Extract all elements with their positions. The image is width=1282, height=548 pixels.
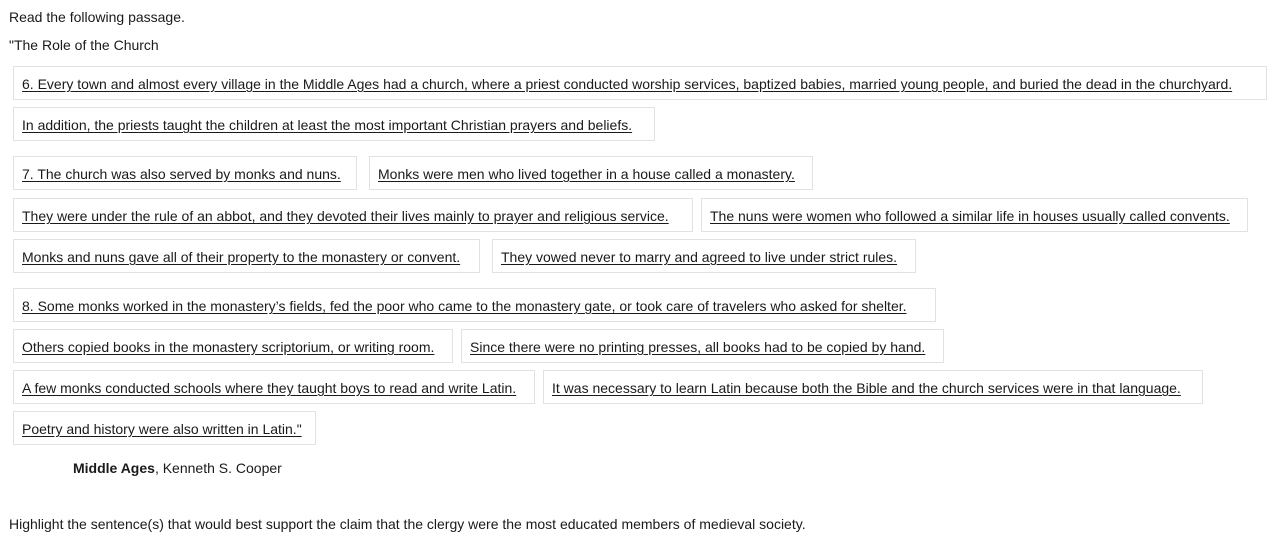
- sentence-text: It was necessary to learn Latin because both the Bible and the church services were in that language.: [552, 380, 1181, 396]
- sentence-option[interactable]: [13, 370, 535, 404]
- citation-book-title: Middle Ages: [73, 460, 155, 476]
- sentence-option[interactable]: [13, 288, 936, 322]
- citation-author: , Kenneth S. Cooper: [154, 460, 282, 476]
- sentence-text: The nuns were women who followed a similar life in houses usually called convents.: [710, 208, 1230, 224]
- question-prompt: Highlight the sentence(s) that would best support the claim that the clergy were the most educated members of medieval society.: [9, 516, 806, 532]
- citation: [73, 460, 282, 476]
- sentence-option[interactable]: [492, 239, 916, 273]
- sentence-text: Monks were men who lived together in a house called a monastery.: [378, 166, 795, 182]
- sentence-option[interactable]: [13, 156, 357, 190]
- sentence-text: A few monks conducted schools where they taught boys to read and write Latin.: [22, 380, 517, 396]
- sentence-option[interactable]: [13, 107, 655, 141]
- sentence-text: 8. Some monks worked in the monastery’s fields, fed the poor who came to the monastery gate, or took care of travelers who asked for shelter.: [22, 298, 907, 314]
- sentence-option[interactable]: [543, 370, 1203, 404]
- sentence-option[interactable]: [13, 411, 316, 445]
- sentence-text: Monks and nuns gave all of their property to the monastery or convent.: [22, 249, 461, 265]
- sentence-text: 6. Every town and almost every village in the Middle Ages had a church, where a priest conducted worship services, baptized babies, married young people, and buried the dead in the churchyard.: [22, 76, 1233, 92]
- sentence-text: They were under the rule of an abbot, and they devoted their lives mainly to prayer and religious service.: [22, 208, 669, 224]
- sentence-option[interactable]: [13, 239, 480, 273]
- sentence-option[interactable]: [461, 329, 944, 363]
- sentence-text: 7. The church was also served by monks and nuns.: [22, 166, 341, 182]
- sentence-text: Poetry and history were also written in Latin.": [22, 421, 302, 437]
- sentence-option[interactable]: [701, 198, 1248, 232]
- passage-title: "The Role of the Church: [9, 37, 159, 53]
- sentence-option[interactable]: [369, 156, 813, 190]
- instruction-text: Read the following passage.: [9, 9, 185, 25]
- sentence-option[interactable]: [13, 329, 453, 363]
- sentence-option[interactable]: [13, 66, 1267, 100]
- sentence-text: Others copied books in the monastery scriptorium, or writing room.: [22, 339, 435, 355]
- sentence-text: In addition, the priests taught the children at least the most important Christian prayers and beliefs.: [22, 117, 633, 133]
- sentence-text: Since there were no printing presses, all books had to be copied by hand.: [470, 339, 926, 355]
- sentence-option[interactable]: [13, 198, 693, 232]
- sentence-text: They vowed never to marry and agreed to live under strict rules.: [501, 249, 898, 265]
